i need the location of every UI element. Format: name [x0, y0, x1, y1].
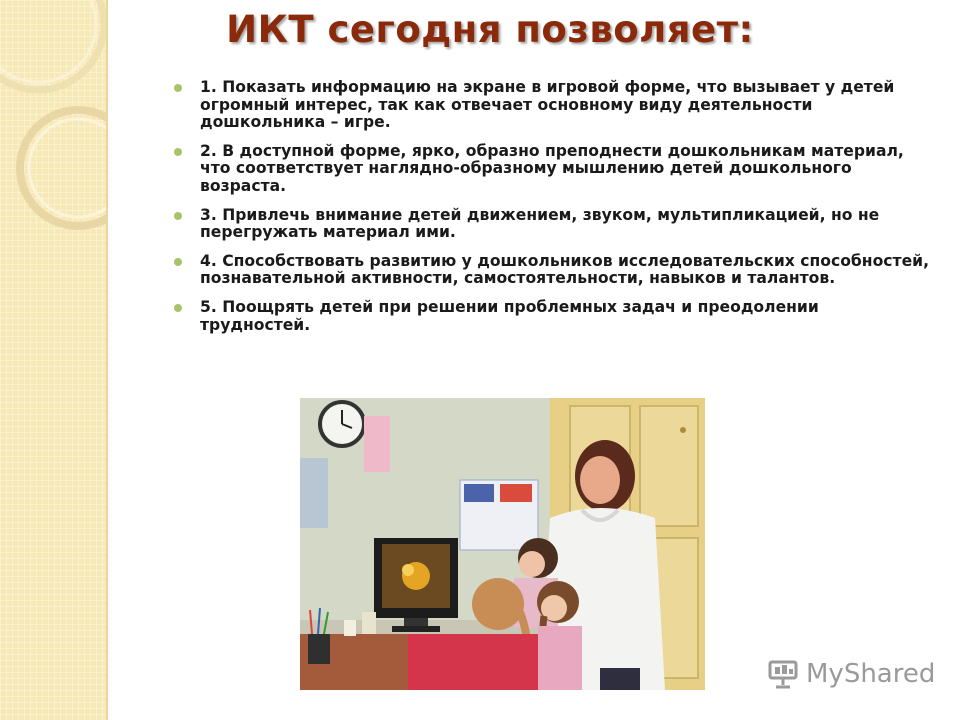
list-item-text: 2. В доступной форме, ярко, образно преподнести дошкольникам материал, что соответствует наглядно-образному мышлению детей дошкольного возраста.: [200, 141, 904, 195]
classroom-photo: [300, 398, 705, 690]
list-item-text: 4. Способствовать развитию у дошкольников исследовательских способностей, познавательной активности, самостоятельности, навыков и талантов.: [200, 251, 930, 288]
bullet-icon: [174, 258, 182, 266]
band-divider: [106, 0, 108, 720]
myshared-watermark: [766, 656, 935, 692]
list-item-text: 3. Привлечь внимание детей движением, звуком, мультипликацией, но не перегружать материал ими.: [200, 205, 880, 242]
list-item: [168, 143, 930, 196]
slide-title: ИКТ сегодня позволяет:: [226, 8, 754, 51]
bullet-icon: [174, 304, 182, 312]
list-item: [168, 299, 930, 334]
list-item: [168, 253, 930, 288]
watermark-text: MyShared: [806, 659, 936, 689]
bullet-list: [168, 79, 930, 345]
list-item-text: 1. Показать информацию на экране в игровой форме, что вызывает у детей огромный интерес, так как отвечает основному виду деятельности дошкольника – игре.: [200, 78, 895, 132]
decorative-left-band: [0, 0, 106, 720]
decorative-circles: [0, 0, 106, 720]
bullet-icon: [174, 148, 182, 156]
list-item: [168, 79, 930, 132]
list-item: [168, 207, 930, 242]
classroom-photo-illustration: [300, 398, 705, 690]
list-item-text: 5. Поощрять детей при решении проблемных задач и преодолении трудностей.: [200, 297, 819, 334]
presentation-board-icon: [766, 659, 800, 689]
bullet-icon: [174, 84, 182, 92]
bullet-icon: [174, 212, 182, 220]
